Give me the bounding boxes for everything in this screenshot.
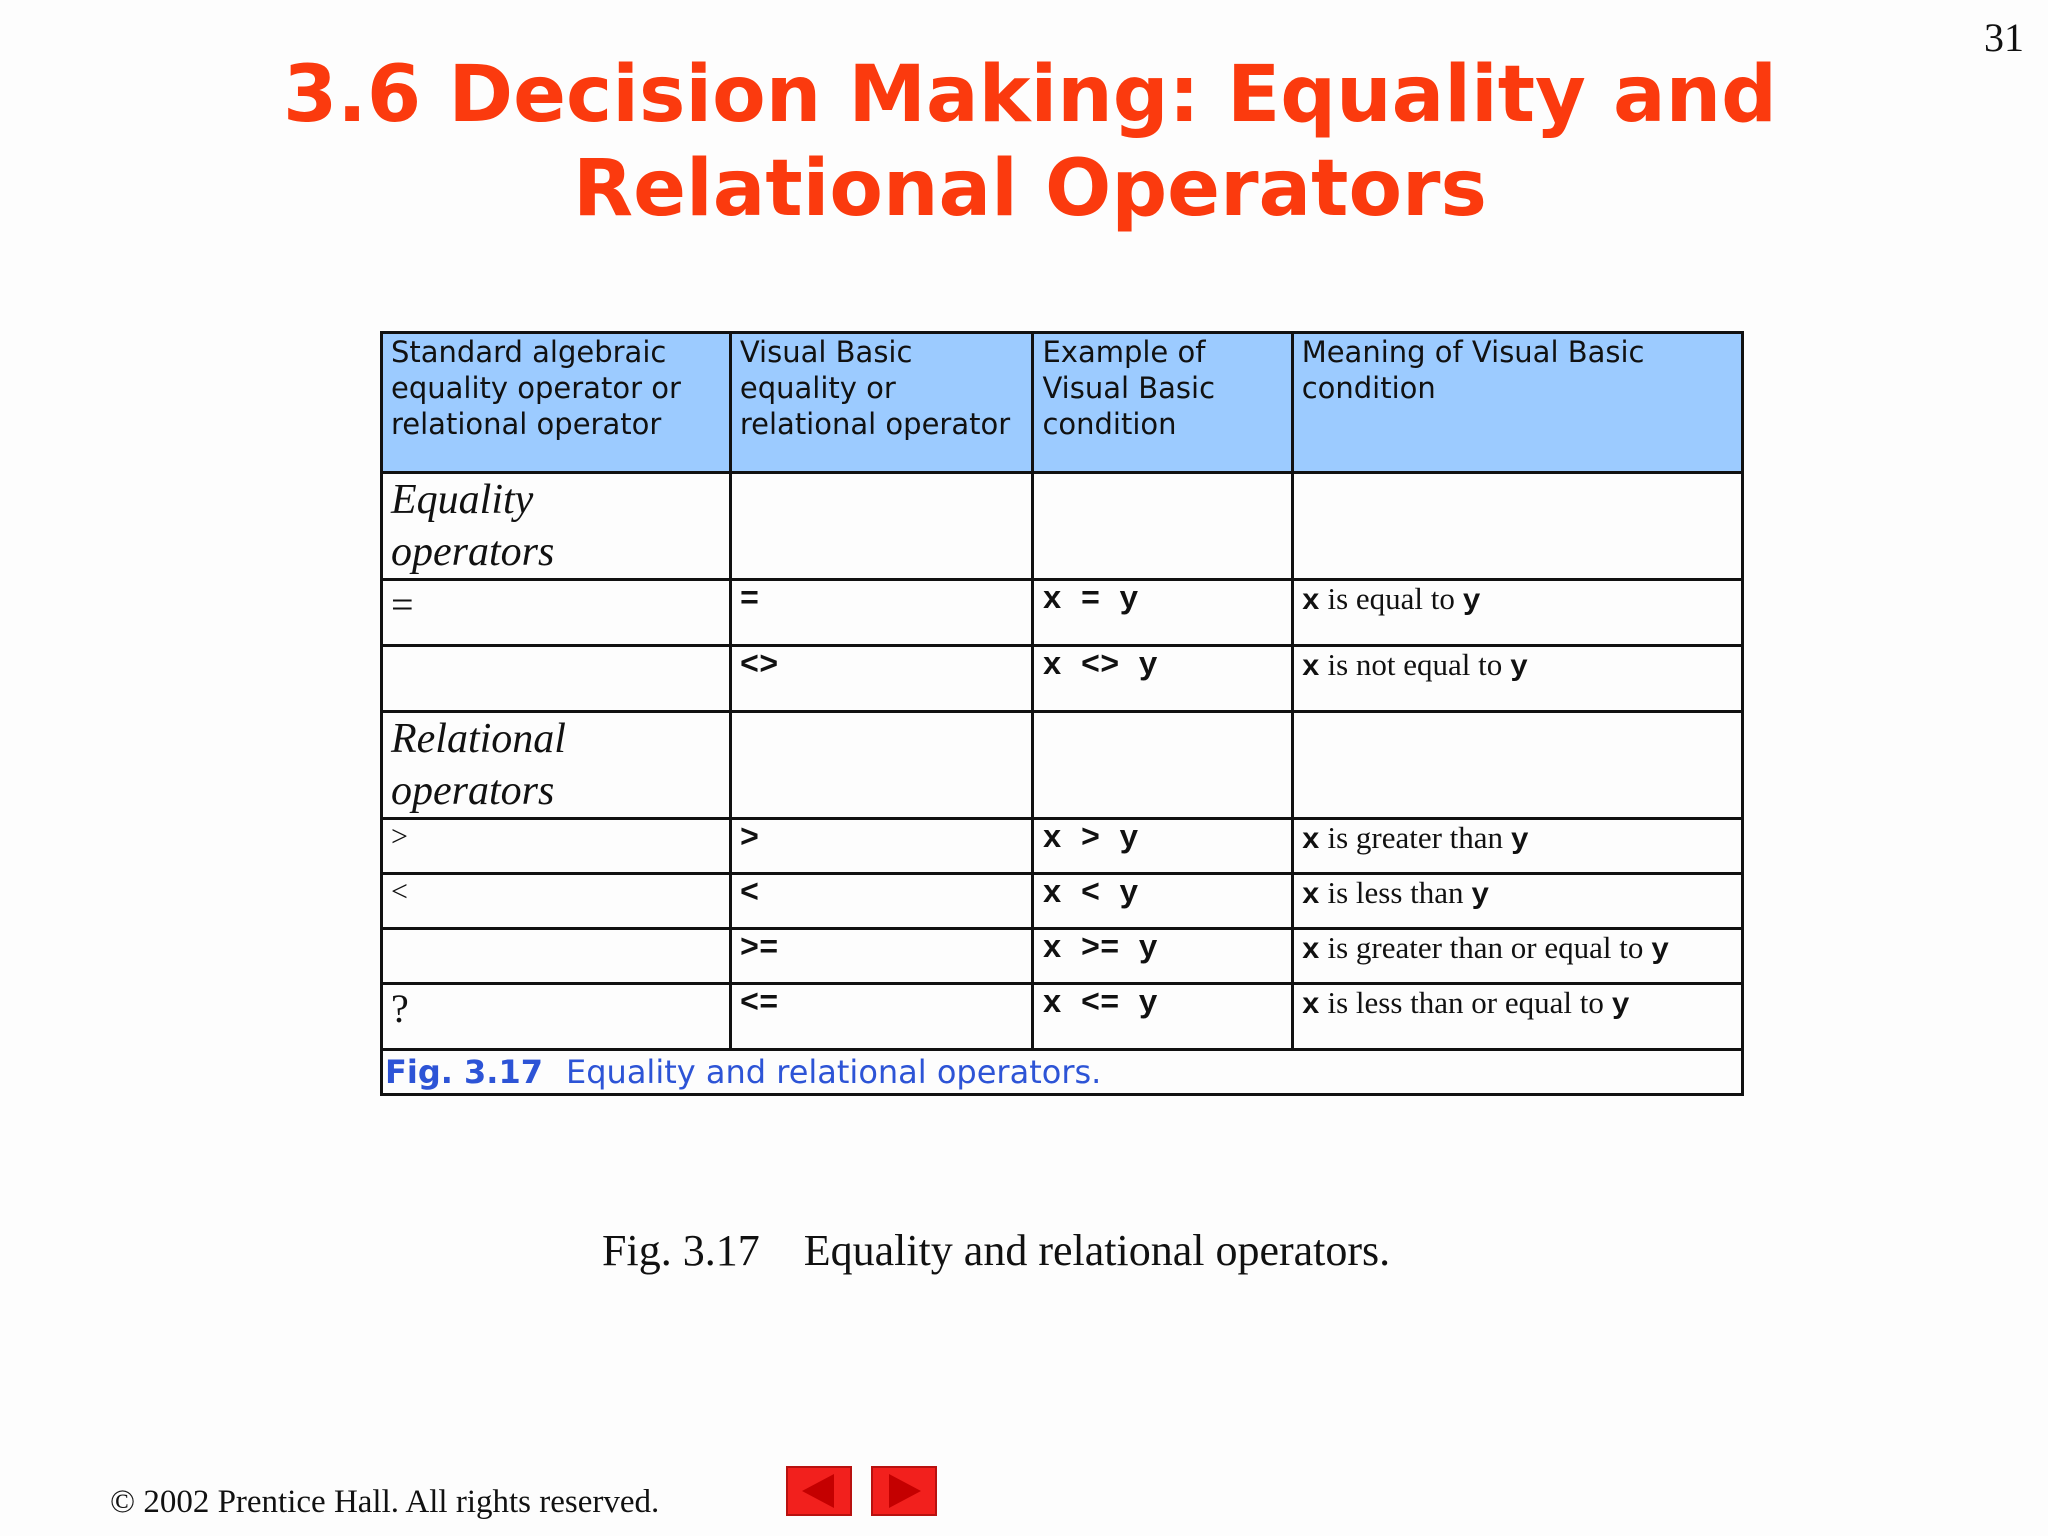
slide-title [0,48,2048,236]
copyright-notice: © 2002 Prentice Hall. All rights reserved. [110,1484,660,1520]
table-caption-row [382,1050,1743,1095]
example-condition: x <= y [1042,985,1158,1022]
example-condition: x = y [1042,581,1139,618]
meaning: x is greater than or equal to y [1292,929,1742,984]
table-caption-label: Fig. 3.17 [385,1053,543,1091]
table-caption [383,1051,1741,1093]
table-row [382,984,1743,1050]
meaning: x is less than or equal to y [1292,984,1742,1050]
algebraic-operator: < [391,875,408,908]
table-row [382,646,1743,712]
meaning: x is greater than y [1292,819,1742,874]
previous-slide-button[interactable] [786,1466,852,1516]
title-line-1: 3.6 Decision Making: Equality and [283,50,1777,140]
figure-caption [602,1225,1390,1276]
table-caption-text: Equality and relational operators. [566,1053,1102,1091]
figure-caption-text: Equality and relational operators. [803,1226,1391,1275]
algebraic-operator: = [391,582,414,627]
vb-operator: <= [739,985,779,1022]
table-row [382,874,1743,929]
left-arrow-icon [788,1468,850,1514]
vb-operator: >= [739,930,779,967]
section-label [382,473,731,580]
algebraic-operator: ? [391,986,409,1031]
right-arrow-icon [873,1468,935,1514]
section-label-text: Relational operators [391,716,566,814]
meaning: x is not equal to y [1292,646,1742,712]
section-label-text: Equality operators [391,477,555,575]
example-condition: x < y [1042,875,1139,912]
section-row-equality [382,473,1743,580]
example-condition: x >= y [1042,930,1158,967]
example-condition: x > y [1042,820,1139,857]
section-row-relational [382,712,1743,819]
table-row [382,819,1743,874]
table-header-row [382,333,1743,473]
header-algebraic: Standard algebraic equality operator or relational operator [382,333,731,473]
header-example: Example of Visual Basic condition [1033,333,1292,473]
operators-table [380,331,1744,1096]
vb-operator: <> [739,647,779,684]
vb-operator: = [739,581,760,618]
title-line-2: Relational Operators [573,144,1487,234]
algebraic-operator: > [391,820,408,853]
vb-operator: < [739,875,760,912]
next-slide-button[interactable] [871,1466,937,1516]
header-vb-operator: Visual Basic equality or relational operator [730,333,1033,473]
section-label [382,712,731,819]
page-number: 31 [1984,15,2024,60]
example-condition: x <> y [1042,647,1158,684]
meaning: x is less than y [1292,874,1742,929]
vb-operator: > [739,820,760,857]
table-row [382,580,1743,646]
figure-caption-label: Fig. 3.17 [602,1226,760,1275]
header-meaning: Meaning of Visual Basic condition [1292,333,1742,473]
meaning: x is equal to y [1292,580,1742,646]
table-row [382,929,1743,984]
